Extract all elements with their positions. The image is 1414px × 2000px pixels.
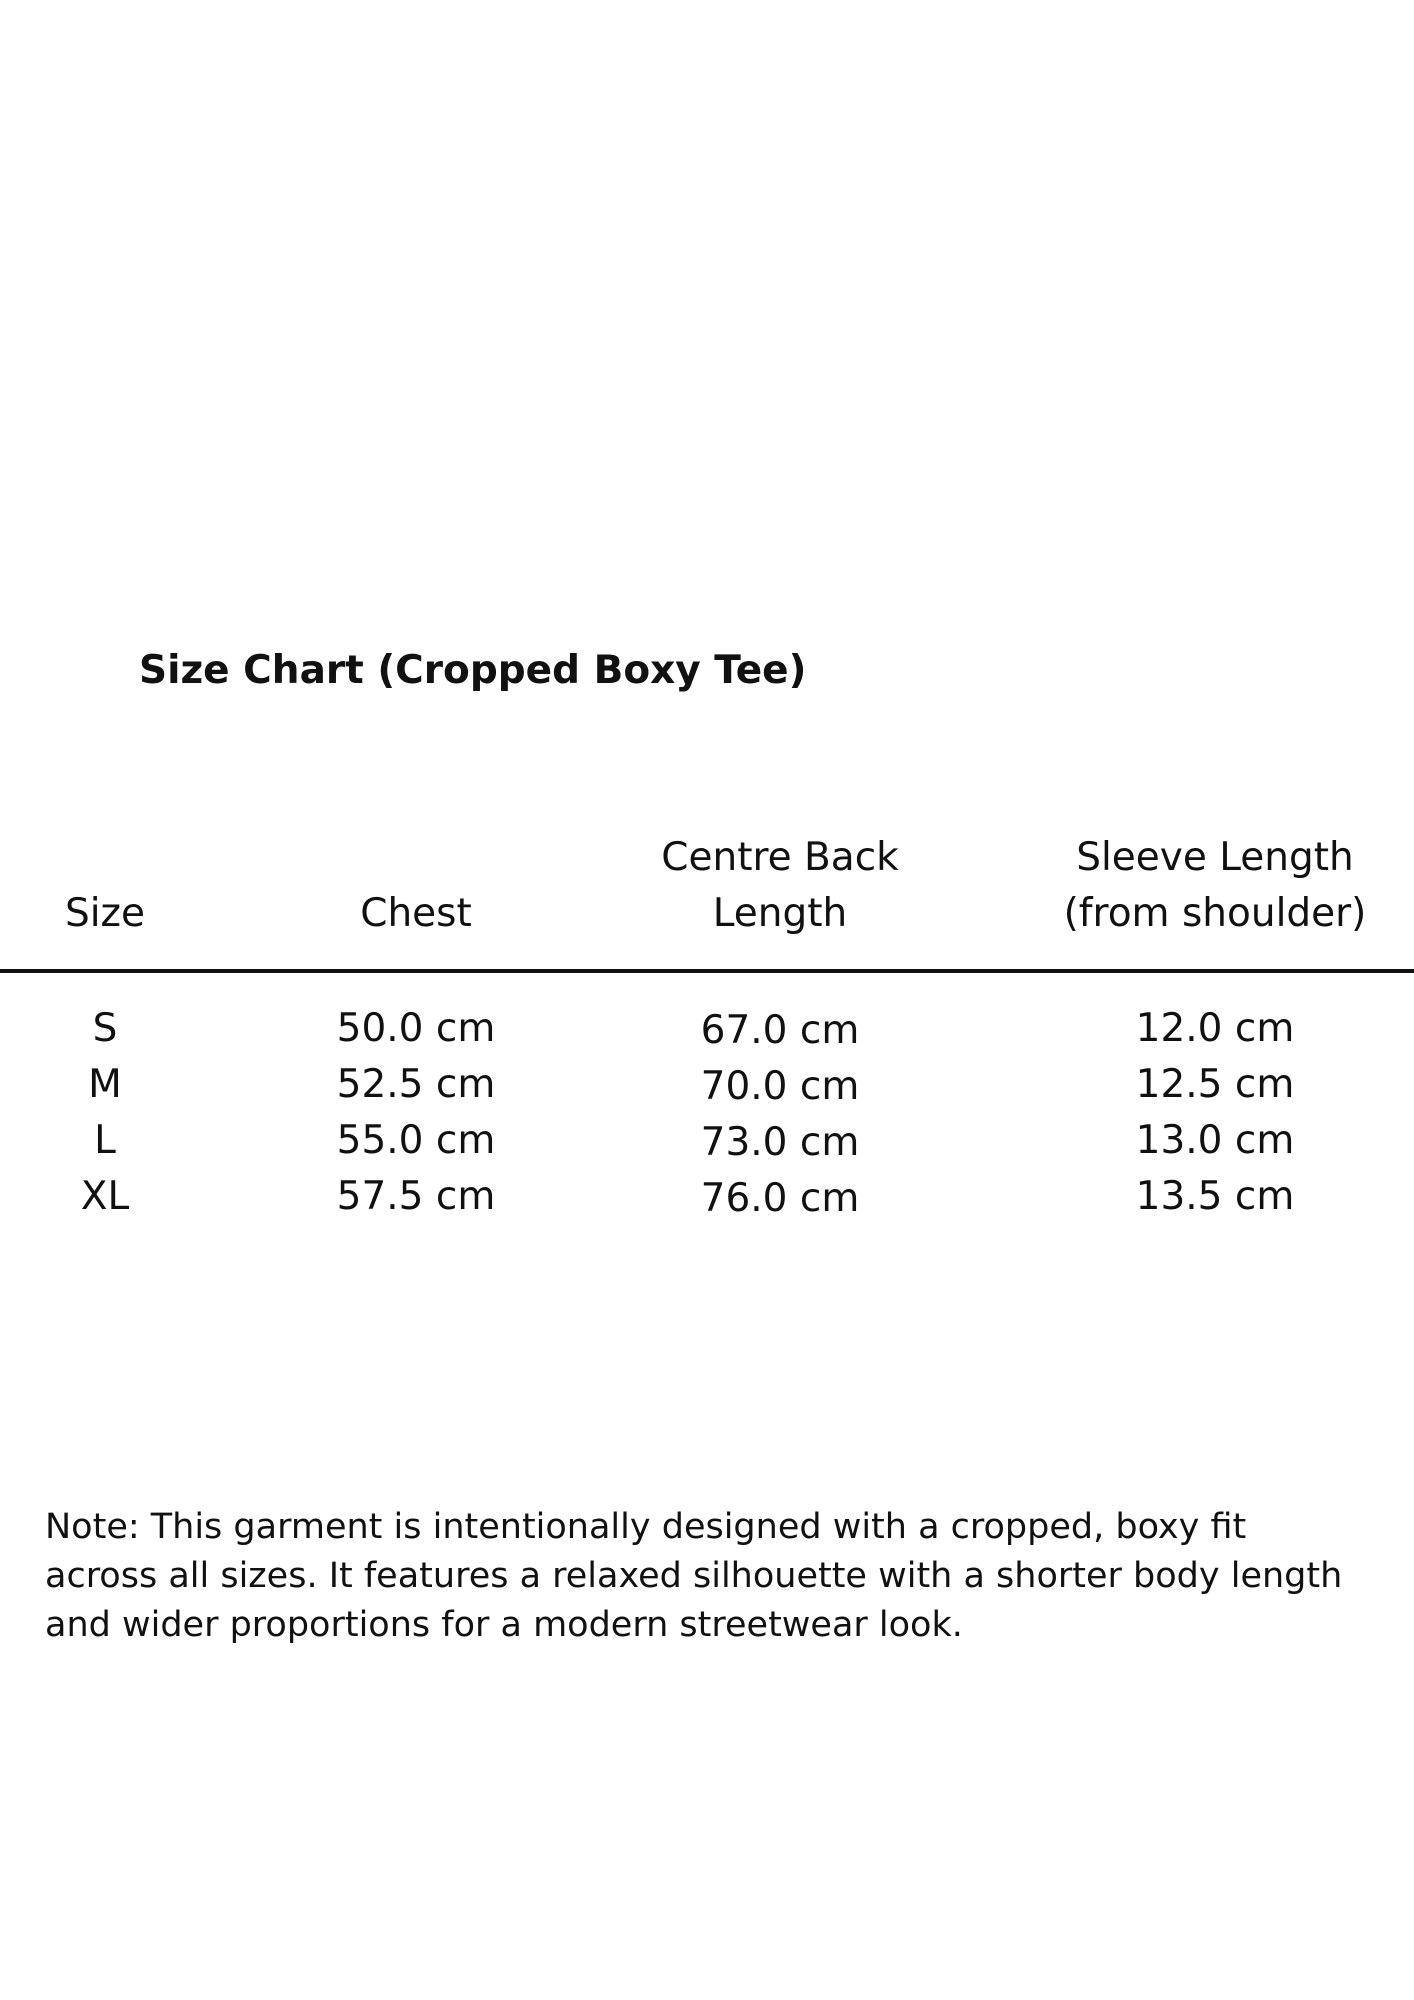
table-cell-size: XL <box>80 1174 130 1219</box>
column-header-sleeve-length <box>1040 830 1390 942</box>
fit-note: Note: This garment is intentionally designed with a cropped, boxy fit across all sizes. It features a relaxed silhouette with a shorter body length and wider proportions for a modern streetwear look. <box>45 1507 1343 1645</box>
column-header-size-label: Size <box>64 891 146 936</box>
table-cell-chest: 57.5 cm <box>336 1174 496 1219</box>
table-cell-sleeve: 12.5 cm <box>1135 1062 1295 1107</box>
column-header-chest <box>286 886 546 942</box>
column-header-back-line1: Centre Back <box>661 835 899 880</box>
table-cell-chest: 55.0 cm <box>336 1118 496 1163</box>
table-cell-size: S <box>92 1006 118 1051</box>
table-cell-sleeve: 12.0 cm <box>1135 1006 1295 1051</box>
column-header-sleeve-line2: (from shoulder) <box>1063 891 1367 936</box>
header-divider <box>0 969 1414 973</box>
table-cell-back: 76.0 cm <box>700 1176 860 1221</box>
column-header-centre-back-length <box>630 830 930 942</box>
page-title: Size Chart (Cropped Boxy Tee) <box>139 648 807 693</box>
column-header-sleeve-line1: Sleeve Length <box>1076 835 1354 880</box>
table-cell-chest: 52.5 cm <box>336 1062 496 1107</box>
table-cell-back: 70.0 cm <box>700 1064 860 1109</box>
column-header-chest-label: Chest <box>360 891 472 936</box>
table-cell-sleeve: 13.5 cm <box>1135 1174 1295 1219</box>
table-cell-back: 67.0 cm <box>700 1008 860 1053</box>
table-cell-sleeve: 13.0 cm <box>1135 1118 1295 1163</box>
table-cell-back: 73.0 cm <box>700 1120 860 1165</box>
column-header-back-line2: Length <box>712 891 848 936</box>
column-header-size <box>40 886 170 942</box>
table-cell-size: L <box>94 1118 116 1163</box>
table-cell-chest: 50.0 cm <box>336 1006 496 1051</box>
table-cell-size: M <box>88 1062 122 1107</box>
